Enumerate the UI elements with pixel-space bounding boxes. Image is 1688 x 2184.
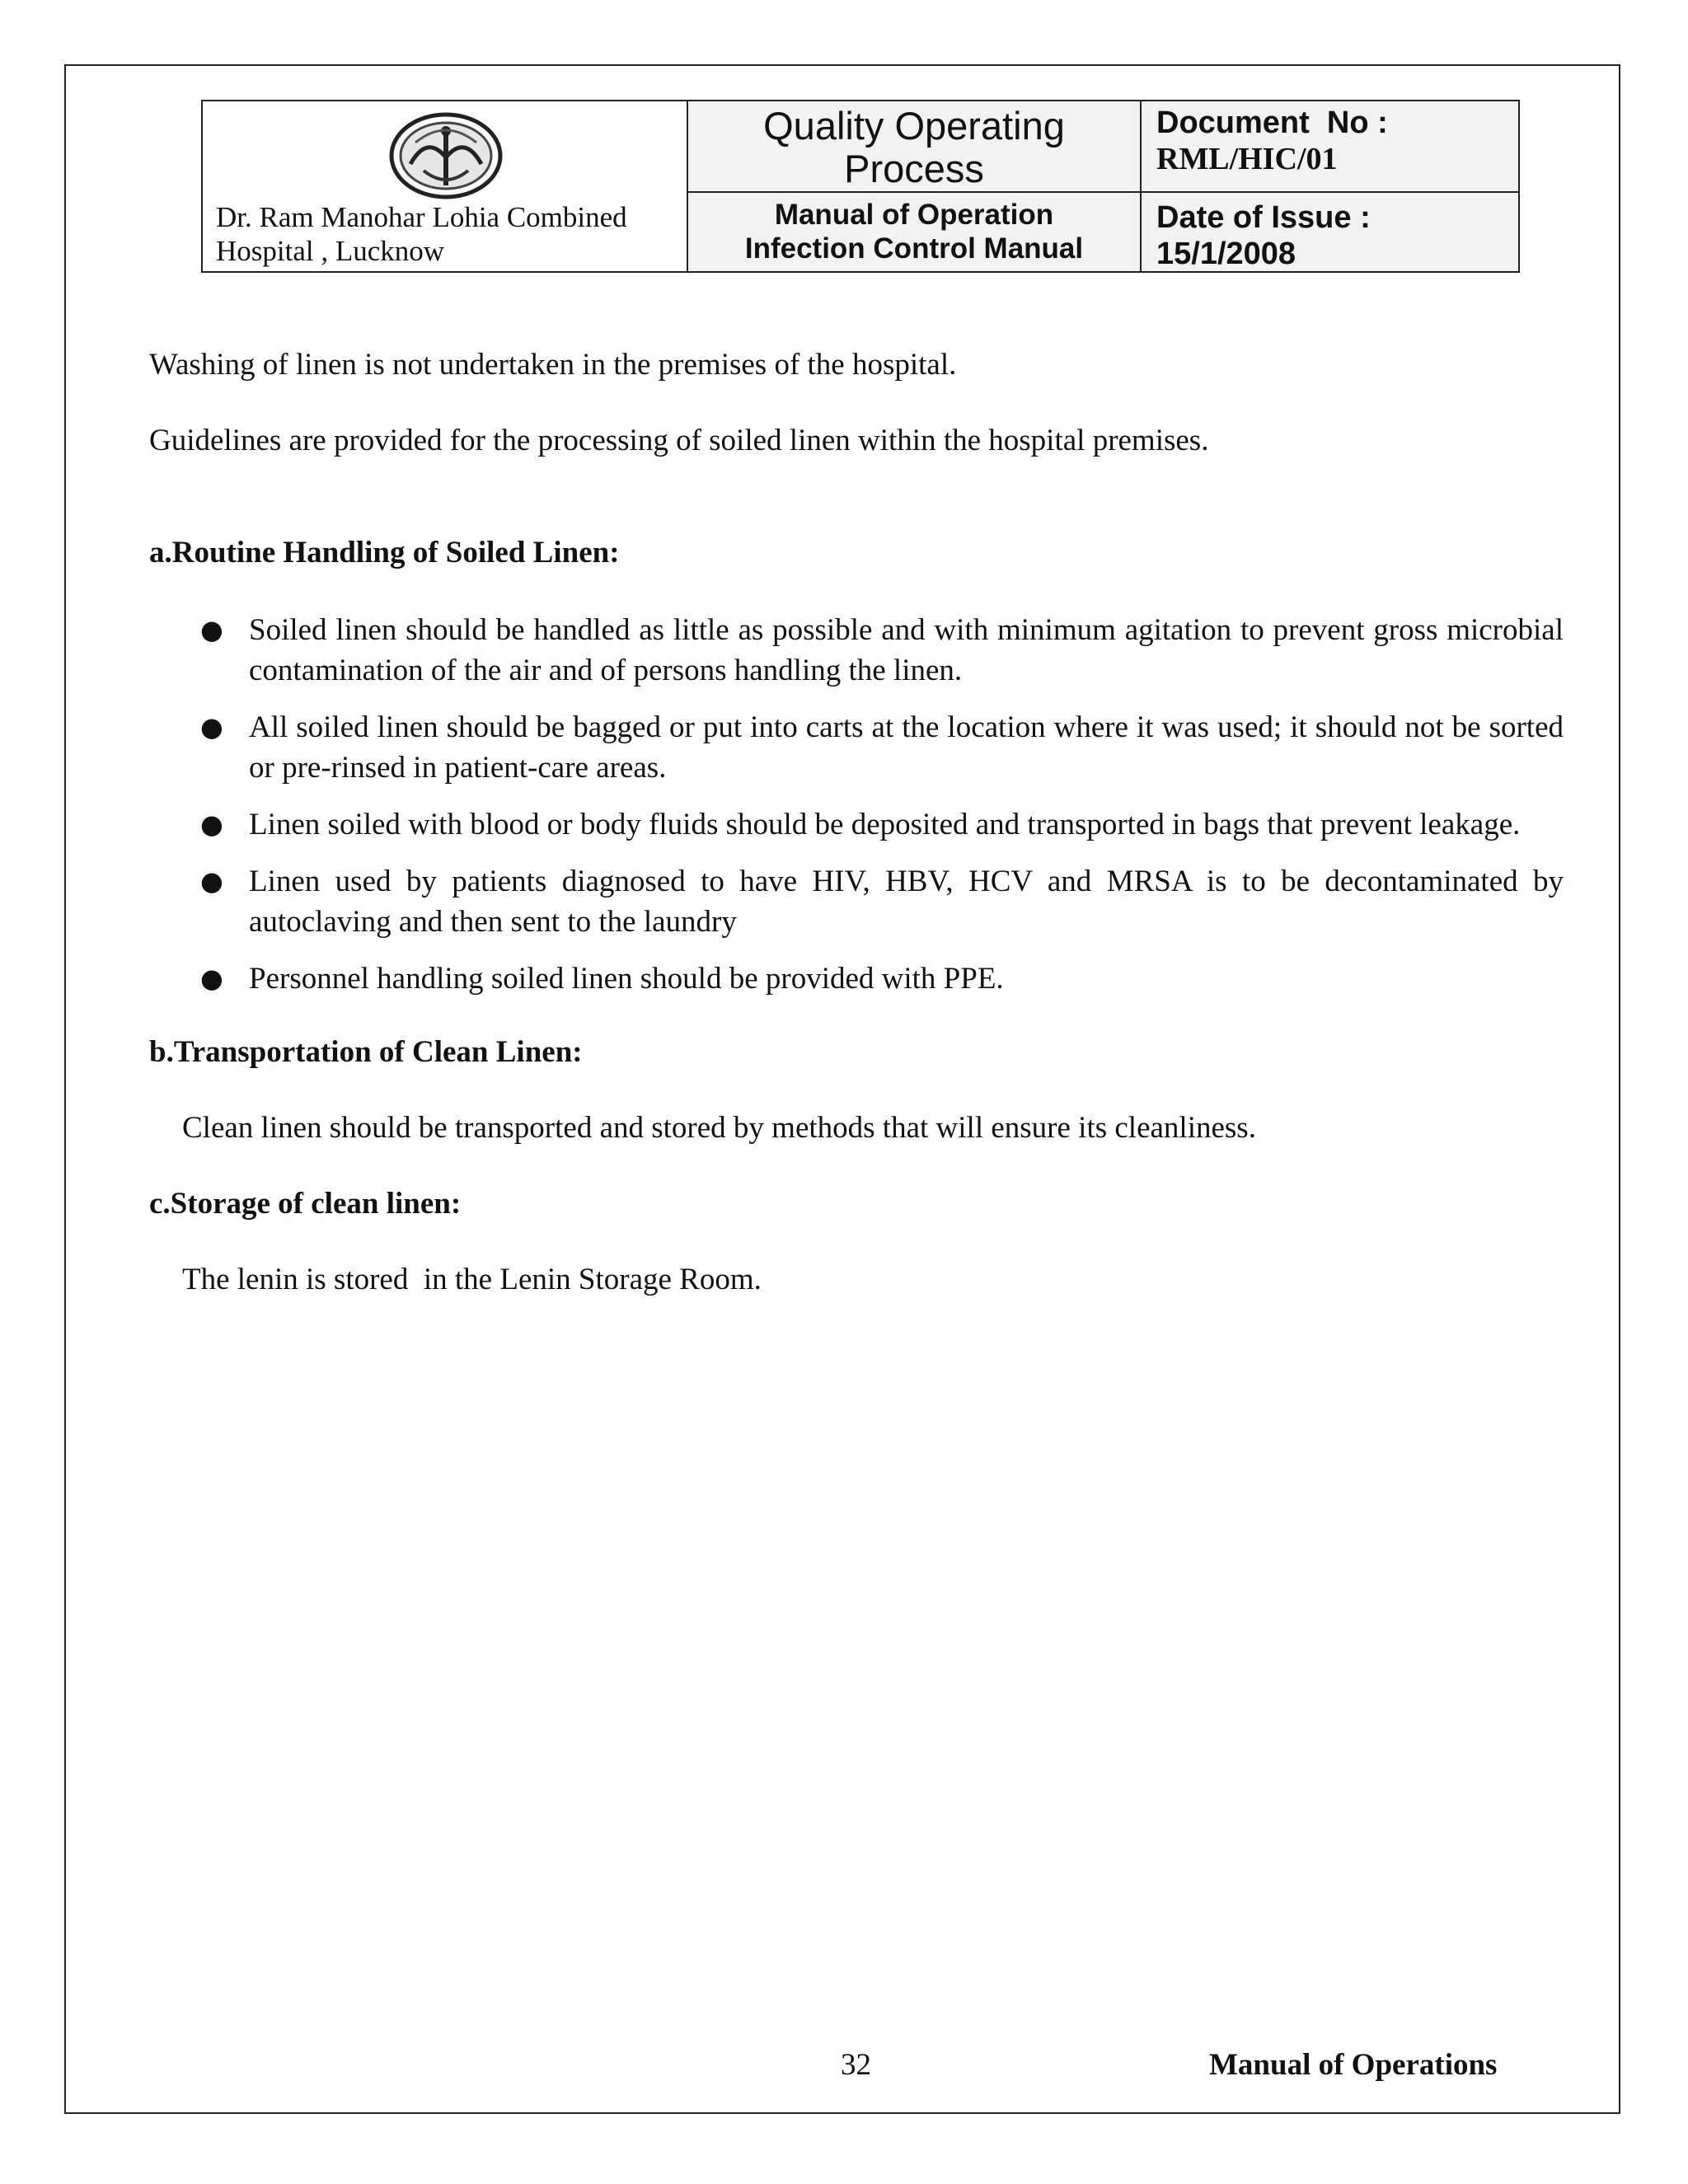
header-cell-document-number: [1142, 101, 1518, 193]
list-item-text: Soiled linen should be handled as little as possible and with minimum agitation to prevent gross microbial contamination of the air and of persons handling the linen.: [249, 613, 1564, 687]
qop-title-line2: Process: [844, 147, 984, 190]
header-cell-date-of-issue: [1142, 193, 1518, 271]
date-of-issue-value: 15/1/2008: [1156, 237, 1296, 271]
section-b-text: Clean linen should be transported and stored by methods that will ensure its cleanliness.: [182, 1111, 1256, 1145]
header-cell-hospital: [203, 101, 688, 271]
list-item-text: All soiled linen should be bagged or put into carts at the location where it was used; it should not be sorted or pre-rinsed in patient-care areas.: [249, 710, 1564, 785]
footer-title: Manual of Operations: [1209, 2048, 1498, 2082]
page-content: [149, 346, 1564, 1299]
section-c-text: The lenin is stored in the Lenin Storage Room.: [182, 1263, 762, 1296]
hospital-name: Dr. Ram Manohar Lohia Combined Hospital , Lucknow: [216, 201, 627, 267]
section-c-heading: c.Storage of clean linen:: [149, 1187, 462, 1221]
bullet-icon: ●: [200, 963, 223, 994]
list-item: [149, 610, 1564, 691]
intro-paragraph-1: Washing of linen is not undertaken in the premises of the hospital.: [149, 348, 957, 382]
bullet-icon: ●: [200, 808, 223, 840]
qop-title-line1: Quality Operating: [763, 104, 1065, 148]
date-of-issue-label: Date of Issue :: [1156, 200, 1371, 235]
manual-line2: Infection Control Manual: [744, 232, 1084, 265]
list-item: [149, 861, 1564, 942]
header-cell-qop-title: [688, 101, 1142, 193]
document-number-label: Document No :: [1156, 105, 1388, 140]
list-item: [149, 707, 1564, 788]
list-item-text: Linen soiled with blood or body fluids should be deposited and transported in bags that prevent leakage.: [249, 808, 1521, 841]
state-emblem-icon: [384, 110, 508, 202]
section-b-heading: b.Transportation of Clean Linen:: [149, 1035, 583, 1069]
page-number: 32: [841, 2048, 871, 2082]
bullet-icon: ●: [200, 614, 223, 645]
header-cell-manual: [688, 193, 1142, 271]
list-item-text: Linen used by patients diagnosed to have HIV, HBV, HCV and MRSA is to be decontaminated by autoclaving and then sent to the laundry: [249, 865, 1564, 939]
document-number-value: RML/HIC/01: [1156, 142, 1338, 176]
bullet-icon: ●: [200, 865, 223, 897]
section-a-heading: a.Routine Handling of Soiled Linen:: [149, 536, 620, 569]
manual-line1: Manual of Operation: [774, 199, 1054, 231]
intro-paragraph-2: Guidelines are provided for the processing of soiled linen within the hospital premises.: [149, 424, 1209, 457]
bullet-icon: ●: [200, 711, 223, 743]
list-item: [149, 804, 1564, 845]
list-item: [149, 958, 1564, 999]
section-a-bullet-list: [149, 610, 1564, 999]
list-item-text: Personnel handling soiled linen should be provided with PPE.: [249, 962, 1004, 996]
document-header-table: [201, 100, 1520, 273]
